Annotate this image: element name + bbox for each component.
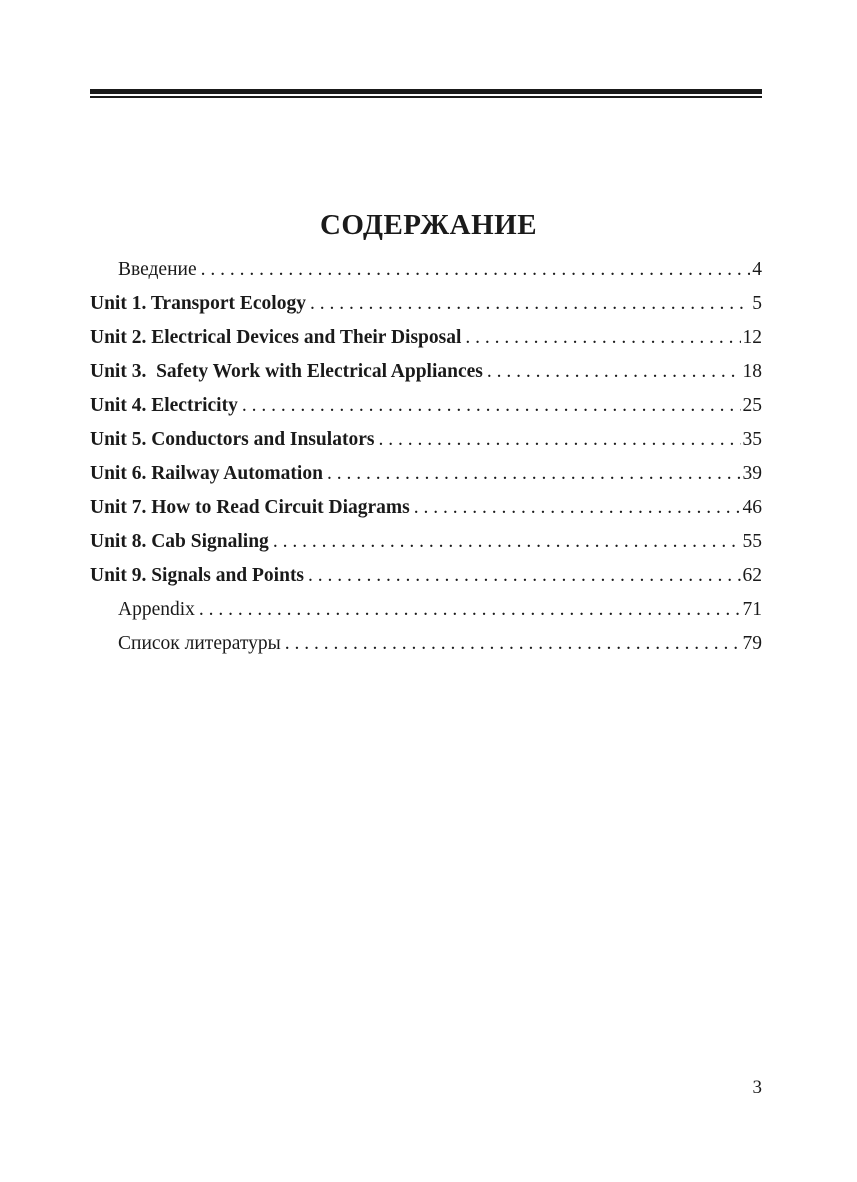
toc-entry-unit-3[interactable] bbox=[90, 357, 762, 391]
toc-entry-label: Unit 9. Signals and Points bbox=[90, 565, 305, 586]
toc-dot-leader bbox=[414, 493, 741, 523]
toc-entry-references[interactable] bbox=[90, 629, 762, 663]
toc-entry-unit-7[interactable] bbox=[90, 493, 762, 527]
toc-dot-leader bbox=[201, 255, 751, 285]
toc-entry-label: Appendix bbox=[118, 599, 195, 620]
toc-dot-leader bbox=[308, 561, 740, 591]
toc-dot-leader bbox=[327, 459, 741, 489]
toc-entry-unit-9[interactable] bbox=[90, 561, 762, 595]
toc-entry-label: Unit 4. Electricity bbox=[90, 395, 238, 416]
toc-entry-label: Unit 6. Railway Automation bbox=[90, 463, 323, 484]
toc-entry-page: 55 bbox=[742, 531, 762, 552]
toc-entry-label: Unit 3. Safety Work with Electrical Appliances bbox=[90, 361, 483, 382]
toc-dot-leader bbox=[199, 595, 741, 625]
toc-entry-unit-2[interactable] bbox=[90, 323, 762, 357]
toc-dot-leader bbox=[310, 289, 750, 319]
toc-entry-page: 5 bbox=[752, 293, 762, 314]
toc-entry-page: 46 bbox=[742, 497, 762, 518]
toc-entry-unit-6[interactable] bbox=[90, 459, 762, 493]
toc-entry-unit-8[interactable] bbox=[90, 527, 762, 561]
toc-entry-appendix[interactable] bbox=[90, 595, 762, 629]
toc-dot-leader bbox=[465, 323, 740, 353]
toc-entry-label: Введение bbox=[118, 259, 197, 280]
toc-dot-leader bbox=[378, 425, 740, 455]
page-number: 3 bbox=[752, 1077, 762, 1098]
header-rule-thick bbox=[90, 89, 762, 94]
toc-dot-leader bbox=[242, 391, 741, 421]
toc-dot-leader bbox=[273, 527, 741, 557]
header-rule-thin bbox=[90, 96, 762, 98]
toc-entry-label: Unit 5. Conductors and Insulators bbox=[90, 429, 375, 450]
toc-entry-page: 18 bbox=[742, 361, 762, 382]
toc-entry-label: Unit 2. Electrical Devices and Their Disposal bbox=[90, 327, 462, 348]
toc-entry-page: 62 bbox=[742, 565, 762, 586]
toc-entry-page: 35 bbox=[742, 429, 762, 450]
toc-entry-page: 25 bbox=[742, 395, 762, 416]
toc-entry-introduction[interactable] bbox=[90, 255, 762, 289]
toc-entry-label: Unit 8. Cab Signaling bbox=[90, 531, 269, 552]
toc-entry-unit-4[interactable] bbox=[90, 391, 762, 425]
toc-entry-label: Unit 7. How to Read Circuit Diagrams bbox=[90, 497, 410, 518]
toc-entry-unit-5[interactable] bbox=[90, 425, 762, 459]
toc-entry-page: 12 bbox=[742, 327, 762, 348]
toc-entry-page: 39 bbox=[742, 463, 762, 484]
toc-entry-unit-1[interactable] bbox=[90, 289, 762, 323]
toc-entry-page: 71 bbox=[742, 599, 762, 620]
toc-dot-leader bbox=[285, 629, 741, 659]
toc-entry-page: 4 bbox=[752, 259, 762, 280]
toc-entry-page: 79 bbox=[742, 633, 762, 654]
table-of-contents bbox=[90, 255, 762, 663]
toc-entry-label: Список литературы bbox=[118, 633, 281, 654]
page-title: СОДЕРЖАНИЕ bbox=[319, 209, 538, 242]
toc-entry-label: Unit 1. Transport Ecology bbox=[90, 293, 306, 314]
toc-dot-leader bbox=[487, 357, 741, 387]
